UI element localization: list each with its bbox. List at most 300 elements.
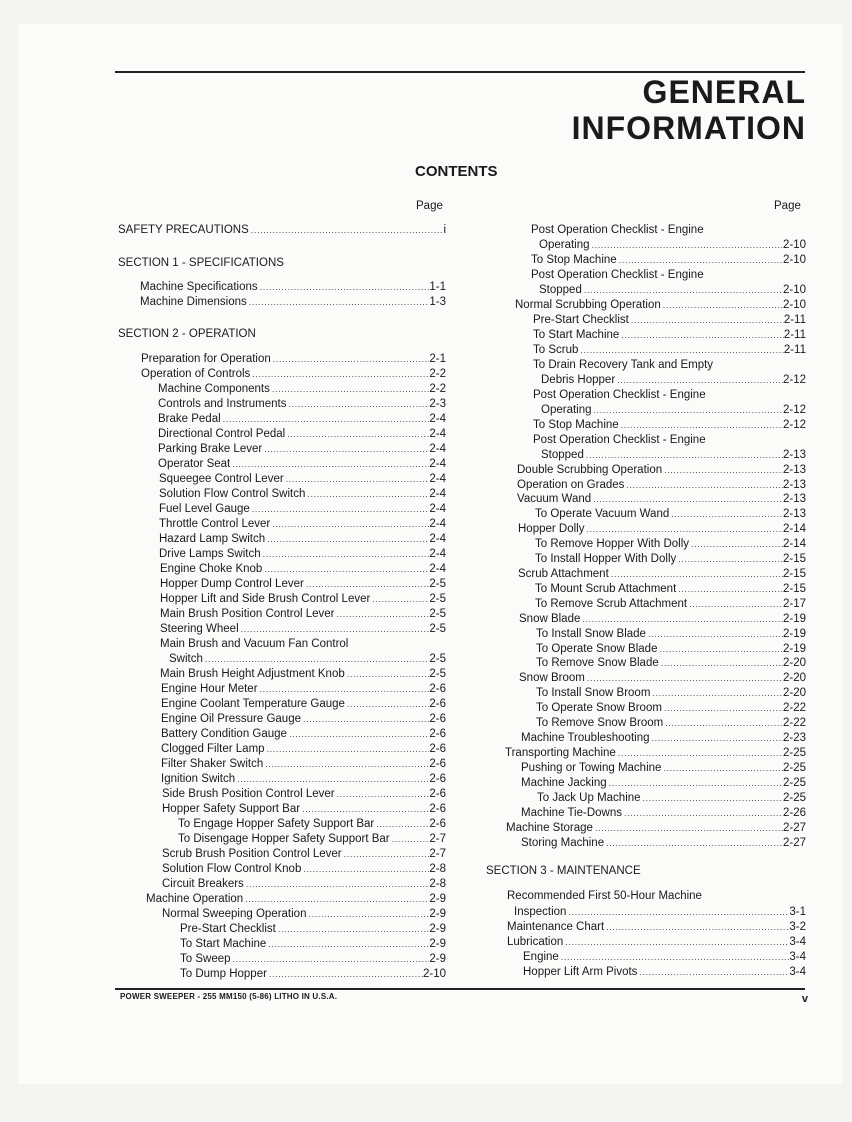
toc-entry-title: Squeegee Control Lever <box>159 473 284 485</box>
toc-entry <box>141 352 446 367</box>
toc-leader-dots <box>244 877 430 892</box>
toc-entry <box>517 463 806 478</box>
toc-entry <box>533 313 806 328</box>
toc-entry-title: Machine Operation <box>146 893 244 905</box>
toc-entry-page: 2-5 <box>429 668 446 680</box>
toc-entry <box>160 667 446 682</box>
toc-entry-page: 2-13 <box>782 464 806 476</box>
toc-leader-dots <box>662 463 783 478</box>
toc-leader-dots <box>261 547 430 562</box>
toc-leader-dots <box>584 448 783 463</box>
toc-entry-page: 2-20 <box>782 672 806 684</box>
toc-leader-dots <box>592 403 783 418</box>
toc-entry <box>118 223 446 238</box>
toc-entry-page: 2-10 <box>422 968 446 980</box>
toc-entry <box>162 802 446 817</box>
toc-entry-title: SECTION 1 - SPECIFICATIONS <box>118 257 284 269</box>
toc-entry-page: 2-9 <box>429 923 446 935</box>
toc-leader-dots <box>258 280 430 295</box>
toc-leader-dots <box>235 772 429 787</box>
toc-entry-title: Machine Jacking <box>521 777 607 789</box>
toc-entry-page: 2-4 <box>429 458 446 470</box>
toc-entry-page: 2-13 <box>782 508 806 520</box>
toc-leader-dots <box>619 328 784 343</box>
toc-leader-dots <box>266 937 429 952</box>
toc-entry-title: Maintenance Chart <box>507 921 605 933</box>
toc-entry-page: 2-8 <box>429 863 446 875</box>
toc-entry <box>507 920 806 935</box>
toc-entry-title: Main Brush and Vacuum Fan Control <box>160 638 349 650</box>
toc-entry-title: Hopper Lift Arm Pivots <box>523 966 638 978</box>
toc-entry-title: Side Brush Position Control Lever <box>162 788 335 800</box>
toc-entry <box>541 448 806 463</box>
toc-entry-page: 2-4 <box>429 428 446 440</box>
toc-entry <box>486 864 806 879</box>
toc-leader-dots <box>286 397 429 412</box>
toc-entry-title: Machine Components <box>158 383 270 395</box>
toc-leader-dots <box>622 806 783 821</box>
toc-entry <box>521 761 806 776</box>
toc-leader-dots <box>249 223 444 238</box>
toc-entry-page: 2-4 <box>429 548 446 560</box>
toc-entry-title: Directional Control Pedal <box>158 428 286 440</box>
toc-entry-page: 2-10 <box>782 254 806 266</box>
toc-entry-page: 2-6 <box>429 698 446 710</box>
toc-entry-page: 2-20 <box>782 687 806 699</box>
toc-entry-title: Circuit Breakers <box>162 878 244 890</box>
toc-leader-dots <box>650 731 783 746</box>
toc-entry <box>531 253 806 268</box>
toc-leader-dots <box>267 967 423 982</box>
toc-entry-page: 2-6 <box>429 773 446 785</box>
toc-entry <box>514 905 806 920</box>
toc-entry-page: 2-4 <box>429 473 446 485</box>
toc-entry-title: Normal Scrubbing Operation <box>515 299 661 311</box>
title-line-2: INFORMATION <box>571 110 806 146</box>
toc-entry <box>536 716 806 731</box>
toc-entry <box>519 671 806 686</box>
toc-entry <box>541 373 806 388</box>
toc-entry <box>519 612 806 627</box>
toc-entry <box>118 327 446 342</box>
toc-entry-page: 2-12 <box>782 404 806 416</box>
toc-entry-page: 2-20 <box>782 657 806 669</box>
toc-entry-title: To Remove Hopper With Dolly <box>535 538 690 550</box>
toc-entry <box>533 433 806 448</box>
toc-entry-title: Machine Troubleshooting <box>521 732 650 744</box>
toc-leader-dots <box>582 283 783 298</box>
toc-leader-dots <box>270 382 430 397</box>
toc-entry <box>521 836 806 851</box>
toc-entry <box>160 607 446 622</box>
toc-entry-page: 2-9 <box>429 938 446 950</box>
toc-entry <box>533 328 806 343</box>
toc-entry <box>162 877 446 892</box>
toc-leader-dots <box>616 746 783 761</box>
toc-entry-page: 2-6 <box>429 803 446 815</box>
toc-entry-title: Operation on Grades <box>517 479 625 491</box>
toc-entry-title: Engine <box>523 951 559 963</box>
toc-leader-dots <box>231 952 430 967</box>
toc-entry-title: Pre-Start Checklist <box>533 314 629 326</box>
toc-entry-page: 2-2 <box>429 383 446 395</box>
toc-leader-dots <box>669 507 783 522</box>
toc-entry <box>161 712 446 727</box>
toc-entry-page: 2-27 <box>782 837 806 849</box>
toc-leader-dots <box>591 492 783 507</box>
toc-leader-dots <box>370 592 429 607</box>
toc-entry <box>158 427 446 442</box>
toc-entry-title: Storing Machine <box>521 837 605 849</box>
toc-entry <box>180 937 446 952</box>
toc-entry-title: Inspection <box>514 906 567 918</box>
toc-entry <box>515 298 806 313</box>
toc-entry-page: 3-4 <box>789 936 806 948</box>
toc-entry-title: Pre-Start Checklist <box>180 923 276 935</box>
toc-leader-dots <box>604 920 789 935</box>
toc-entry-title: Switch <box>169 653 203 665</box>
toc-entry-page: 2-5 <box>429 578 446 590</box>
toc-entry-title: Preparation for Operation <box>141 353 271 365</box>
toc-entry-title: Lubrication <box>507 936 564 948</box>
toc-entry <box>162 907 446 922</box>
toc-entry <box>535 597 806 612</box>
toc-entry-page: 2-6 <box>429 683 446 695</box>
toc-leader-dots <box>629 313 784 328</box>
toc-entry-page: 2-5 <box>429 608 446 620</box>
toc-entry-page: 3-4 <box>789 966 806 978</box>
toc-entry <box>158 412 446 427</box>
toc-entry <box>518 567 806 582</box>
toc-entry-title: Brake Pedal <box>158 413 221 425</box>
toc-entry-title: To Operate Snow Broom <box>536 702 662 714</box>
toc-leader-dots <box>661 761 783 776</box>
toc-leader-dots <box>276 922 430 937</box>
toc-entry <box>159 547 446 562</box>
toc-entry-title: To Install Snow Broom <box>536 687 651 699</box>
toc-entry-title: Stopped <box>539 284 582 296</box>
toc-entry <box>162 787 446 802</box>
toc-entry <box>161 727 446 742</box>
toc-leader-dots <box>243 892 429 907</box>
toc-leader-dots <box>617 253 783 268</box>
toc-leader-dots <box>262 442 429 457</box>
toc-entry-page: 2-1 <box>429 353 446 365</box>
toc-entry-title: Pushing or Towing Machine <box>521 762 662 774</box>
toc-entry <box>517 478 806 493</box>
toc-entry <box>537 791 806 806</box>
toc-entry <box>531 223 806 238</box>
toc-entry-title: Battery Condition Gauge <box>161 728 287 740</box>
toc-entry-title: SECTION 2 - OPERATION <box>118 328 256 340</box>
toc-entry-title: To Disengage Hopper Safety Support Bar <box>178 833 390 845</box>
toc-entry <box>158 457 446 472</box>
toc-entry <box>541 403 806 418</box>
toc-entry <box>140 280 446 295</box>
toc-leader-dots <box>301 712 429 727</box>
toc-entry <box>140 295 446 310</box>
toc-leader-dots <box>250 502 430 517</box>
toc-entry-title: Engine Oil Pressure Gauge <box>161 713 301 725</box>
toc-entry <box>507 935 806 950</box>
toc-entry <box>523 950 806 965</box>
toc-entry-page: 2-4 <box>429 533 446 545</box>
toc-entry-page: 2-6 <box>429 713 446 725</box>
toc-entry-title: SECTION 3 - MAINTENANCE <box>486 865 641 877</box>
toc-entry-title: Operating <box>541 404 592 416</box>
toc-entry <box>535 552 806 567</box>
toc-entry-title: Engine Choke Knob <box>160 563 263 575</box>
toc-leader-dots <box>676 582 783 597</box>
toc-entry-page: 2-25 <box>782 777 806 789</box>
toc-leader-dots <box>262 562 429 577</box>
toc-entry-title: Steering Wheel <box>160 623 239 635</box>
toc-entry-page: 2-13 <box>782 479 806 491</box>
toc-entry <box>162 862 446 877</box>
toc-entry <box>536 686 806 701</box>
toc-entry-page: 2-27 <box>782 822 806 834</box>
toc-entry-title: Engine Hour Meter <box>161 683 258 695</box>
toc-leader-dots <box>300 802 429 817</box>
toc-entry <box>158 442 446 457</box>
toc-entry-page: 1-3 <box>429 296 446 308</box>
page-number: v <box>801 993 808 1005</box>
toc-entry <box>536 642 806 657</box>
toc-entry-page: 2-9 <box>429 953 446 965</box>
toc-entry-title: Vacuum Wand <box>517 493 592 505</box>
toc-leader-dots <box>230 457 429 472</box>
toc-leader-dots <box>585 671 783 686</box>
toc-leader-dots <box>301 862 429 877</box>
toc-leader-dots <box>607 776 783 791</box>
toc-entry <box>506 821 806 836</box>
toc-entry <box>162 847 446 862</box>
toc-entry <box>536 656 806 671</box>
toc-leader-dots <box>659 656 783 671</box>
toc-entry <box>160 592 446 607</box>
toc-leader-dots <box>590 238 783 253</box>
toc-entry-title: Filter Shaker Switch <box>161 758 264 770</box>
toc-entry-page: i <box>443 224 446 236</box>
toc-entry <box>536 701 806 716</box>
toc-entry <box>178 832 446 847</box>
toc-entry <box>518 522 806 537</box>
toc-entry-title: Engine Coolant Temperature Gauge <box>161 698 345 710</box>
toc-entry-page: 2-4 <box>429 518 446 530</box>
toc-entry-title: To Dump Hopper <box>180 968 267 980</box>
toc-entry <box>160 622 446 637</box>
toc-entry-page: 2-6 <box>429 788 446 800</box>
toc-leader-dots <box>374 817 429 832</box>
toc-leader-dots <box>609 567 783 582</box>
toc-entry-page: 2-15 <box>782 568 806 580</box>
toc-entry-title: Transporting Machine <box>505 747 616 759</box>
toc-leader-dots <box>641 791 783 806</box>
toc-entry <box>158 382 446 397</box>
toc-entry-page: 2-25 <box>782 747 806 759</box>
toc-entry-page: 3-2 <box>789 921 806 933</box>
toc-leader-dots <box>578 343 783 358</box>
toc-entry-page: 2-11 <box>783 344 806 356</box>
toc-entry <box>118 256 446 271</box>
toc-leader-dots <box>584 522 782 537</box>
toc-entry-title: Hopper Dump Control Lever <box>160 578 304 590</box>
toc-entry-title: To Remove Scrub Attachment <box>535 598 688 610</box>
toc-entry-page: 2-19 <box>782 643 806 655</box>
toc-leader-dots <box>247 295 430 310</box>
toc-entry-page: 2-6 <box>429 818 446 830</box>
toc-entry <box>161 772 446 787</box>
toc-leader-dots <box>203 652 430 667</box>
toc-entry <box>521 776 806 791</box>
toc-entry-title: Debris Hopper <box>541 374 616 386</box>
toc-entry-title: To Sweep <box>180 953 231 965</box>
toc-leader-dots <box>271 352 430 367</box>
toc-entry-page: 2-4 <box>429 413 446 425</box>
toc-entry-page: 2-5 <box>429 653 446 665</box>
toc-entry <box>180 952 446 967</box>
toc-entry <box>517 492 806 507</box>
toc-leader-dots <box>258 682 430 697</box>
toc-entry-page: 2-7 <box>429 833 446 845</box>
toc-entry-page: 3-4 <box>789 951 806 963</box>
top-rule <box>115 71 805 73</box>
toc-entry-title: Solution Flow Control Switch <box>159 488 306 500</box>
toc-entry-title: Hopper Safety Support Bar <box>162 803 301 815</box>
toc-leader-dots <box>265 532 429 547</box>
toc-leader-dots <box>604 836 783 851</box>
toc-entry-page: 2-3 <box>429 398 446 410</box>
left-page-label: Page <box>416 200 443 212</box>
toc-entry-page: 2-22 <box>782 702 806 714</box>
toc-leader-dots <box>637 965 789 980</box>
toc-leader-dots <box>221 412 430 427</box>
toc-entry-page: 2-13 <box>782 449 806 461</box>
toc-leader-dots <box>265 742 430 757</box>
toc-entry-page: 2-5 <box>429 593 446 605</box>
toc-leader-dots <box>566 905 789 920</box>
toc-entry <box>159 517 446 532</box>
toc-leader-dots <box>661 298 783 313</box>
toc-entry <box>535 537 806 552</box>
toc-entry-title: Operation of Controls <box>141 368 251 380</box>
toc-entry-page: 2-12 <box>782 419 806 431</box>
toc-leader-dots <box>580 612 783 627</box>
toc-leader-dots <box>687 597 783 612</box>
toc-leader-dots <box>306 907 429 922</box>
toc-entry-title: Clogged Filter Lamp <box>161 743 265 755</box>
toc-entry-page: 2-6 <box>429 743 446 755</box>
toc-entry-title: Stopped <box>541 449 584 461</box>
toc-entry-title: Normal Sweeping Operation <box>162 908 307 920</box>
toc-entry-title: Main Brush Height Adjustment Knob <box>160 668 345 680</box>
toc-entry-page: 2-6 <box>429 728 446 740</box>
toc-entry <box>160 562 446 577</box>
toc-entry <box>158 397 446 412</box>
toc-entry <box>539 238 806 253</box>
toc-entry-title: Ignition Switch <box>161 773 236 785</box>
toc-leader-dots <box>689 537 783 552</box>
toc-entry-page: 2-8 <box>429 878 446 890</box>
toc-entry <box>146 892 446 907</box>
toc-entry <box>159 502 446 517</box>
toc-entry-title: SAFETY PRECAUTIONS <box>118 224 249 236</box>
toc-leader-dots <box>662 701 783 716</box>
toc-entry-title: To Stop Machine <box>533 419 619 431</box>
toc-entry-title: To Install Snow Blade <box>536 628 646 640</box>
toc-leader-dots <box>563 935 789 950</box>
toc-entry <box>521 806 806 821</box>
toc-entry-page: 2-4 <box>429 503 446 515</box>
toc-entry <box>178 817 446 832</box>
toc-entry-page: 1-1 <box>429 281 446 293</box>
toc-entry-title: Snow Broom <box>519 672 585 684</box>
toc-entry-title: Drive Lamps Switch <box>159 548 261 560</box>
title-line-1: GENERAL <box>642 74 806 110</box>
toc-leader-dots <box>250 367 429 382</box>
toc-entry-title: To Jack Up Machine <box>537 792 641 804</box>
toc-leader-dots <box>624 478 783 493</box>
toc-entry <box>536 627 806 642</box>
toc-entry <box>160 577 446 592</box>
toc-leader-dots <box>342 847 430 862</box>
toc-leader-dots <box>390 832 430 847</box>
toc-entry-title: Post Operation Checklist - Engine <box>533 389 706 401</box>
toc-entry <box>535 507 806 522</box>
toc-entry <box>161 682 446 697</box>
toc-entry-page: 2-14 <box>782 538 806 550</box>
toc-entry-title: Hopper Lift and Side Brush Control Lever <box>160 593 371 605</box>
toc-entry <box>521 731 806 746</box>
toc-entry <box>535 582 806 597</box>
toc-entry-title: Recommended First 50-Hour Machine <box>507 890 702 902</box>
toc-entry-title: Post Operation Checklist - Engine <box>531 224 704 236</box>
toc-entry-title: Solution Flow Control Knob <box>162 863 302 875</box>
toc-leader-dots <box>284 472 430 487</box>
toc-leader-dots <box>593 821 783 836</box>
toc-entry <box>533 388 806 403</box>
toc-entry-title: Post Operation Checklist - Engine <box>531 269 704 281</box>
toc-entry <box>159 487 446 502</box>
toc-entry-title: Post Operation Checklist - Engine <box>533 434 706 446</box>
toc-entry <box>180 967 446 982</box>
toc-entry-title: Fuel Level Gauge <box>159 503 250 515</box>
toc-entry-page: 3-1 <box>789 906 806 918</box>
toc-entry-title: To Operate Vacuum Wand <box>535 508 670 520</box>
toc-entry-title: Parking Brake Lever <box>158 443 263 455</box>
toc-entry-title: Scrub Brush Position Control Lever <box>162 848 342 860</box>
toc-entry-page: 2-25 <box>782 792 806 804</box>
toc-entry-page: 2-11 <box>783 314 806 326</box>
toc-entry <box>533 418 806 433</box>
toc-entry-title: To Engage Hopper Safety Support Bar <box>178 818 375 830</box>
toc-entry <box>159 532 446 547</box>
toc-entry-page: 2-19 <box>782 628 806 640</box>
toc-entry-page: 2-19 <box>782 613 806 625</box>
toc-entry-page: 2-7 <box>429 848 446 860</box>
toc-entry-title: To Remove Snow Broom <box>536 717 664 729</box>
toc-entry <box>141 367 446 382</box>
toc-leader-dots <box>646 627 783 642</box>
toc-leader-dots <box>615 373 783 388</box>
toc-leader-dots <box>559 950 790 965</box>
toc-leader-dots <box>650 686 783 701</box>
toc-entry-page: 2-5 <box>429 623 446 635</box>
toc-leader-dots <box>676 552 783 567</box>
toc-entry <box>160 637 446 652</box>
toc-entry <box>169 652 446 667</box>
toc-entry <box>523 965 806 980</box>
